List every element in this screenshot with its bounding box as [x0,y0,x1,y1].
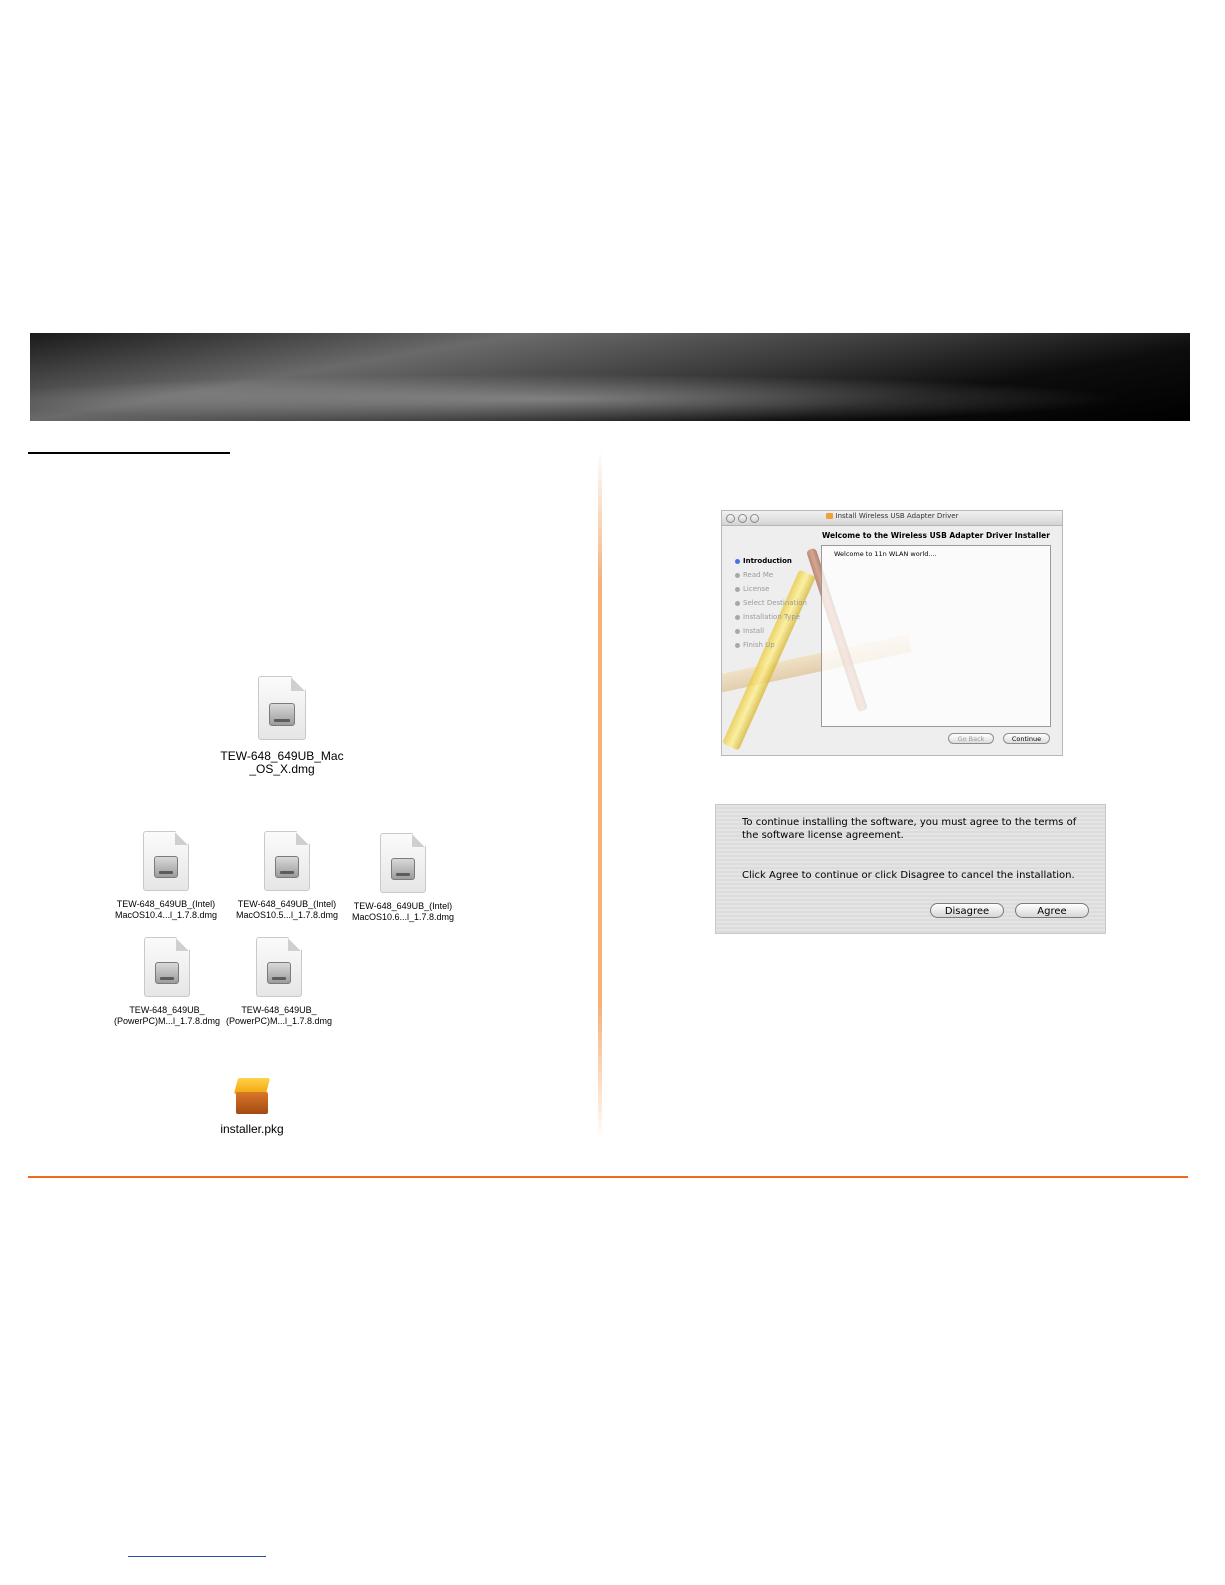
installer-content-pane [821,545,1051,727]
package-icon [232,1074,272,1116]
license-instruction: Click Agree to continue or click Disagree to cancel the installation. [742,870,1075,881]
disk-image-icon [144,937,190,997]
agree-button[interactable]: Agree [1015,903,1089,918]
file-label: TEW-648_649UB_(Intel) MacOS10.5...l_1.7.8.dmg [235,899,339,920]
file-label: TEW-648_649UB_ (PowerPC)M...l_1.7.8.dmg [225,1005,333,1026]
step-introduction: Introduction [735,557,807,571]
step-select-destination: Select Destination [735,599,807,613]
file-label: TEW-648_649UB_ (PowerPC)M...l_1.7.8.dmg [113,1005,221,1026]
welcome-text: Welcome to 11n WLAN world.... [834,550,937,558]
package-icon [826,513,833,519]
step-install: Install [735,627,807,641]
continue-button[interactable]: Continue [1003,733,1050,744]
file-intel-106-dmg[interactable] [343,833,463,923]
disk-image-icon [264,831,310,891]
file-mac-os-x-dmg[interactable] [212,676,352,776]
disk-image-icon [143,831,189,891]
disagree-button[interactable]: Disagree [930,903,1004,918]
license-message: To continue installing the software, you must agree to the terms of the software license agreement. [742,817,1077,841]
file-intel-104-dmg[interactable] [106,831,226,921]
step-read-me: Read Me [735,571,807,585]
file-label: TEW-648_649UB_(Intel) MacOS10.6...l_1.7.8.dmg [351,901,455,922]
section-heading-underline [28,452,230,454]
disk-image-icon [380,833,426,893]
file-powerpc-2-dmg[interactable] [214,937,344,1027]
file-powerpc-1-dmg[interactable] [107,937,227,1027]
window-titlebar [722,511,1062,526]
installer-window [721,510,1063,756]
file-label: TEW-648_649UB_Mac _OS_X.dmg [220,749,344,776]
step-finish-up: Finish Up [735,641,807,655]
footer-link-underline [128,1556,266,1557]
file-installer-pkg[interactable] [202,1074,302,1136]
installer-steps [735,557,807,655]
header-banner [30,333,1190,421]
file-label: installer.pkg [220,1122,284,1136]
window-title: Install Wireless USB Adapter Driver [722,512,1062,520]
disk-image-icon [256,937,302,997]
step-installation-type: Installation Type [735,613,807,627]
license-agreement-dialog [715,804,1106,934]
footer-rule [28,1176,1188,1178]
step-license: License [735,585,807,599]
column-divider [598,450,602,1140]
file-label: TEW-648_649UB_(Intel) MacOS10.4...l_1.7.8.dmg [114,899,218,920]
file-intel-105-dmg[interactable] [227,831,347,921]
installer-heading: Welcome to the Wireless USB Adapter Driver Installer [822,531,1050,540]
go-back-button[interactable]: Go Back [948,733,994,744]
disk-image-icon [258,676,306,740]
